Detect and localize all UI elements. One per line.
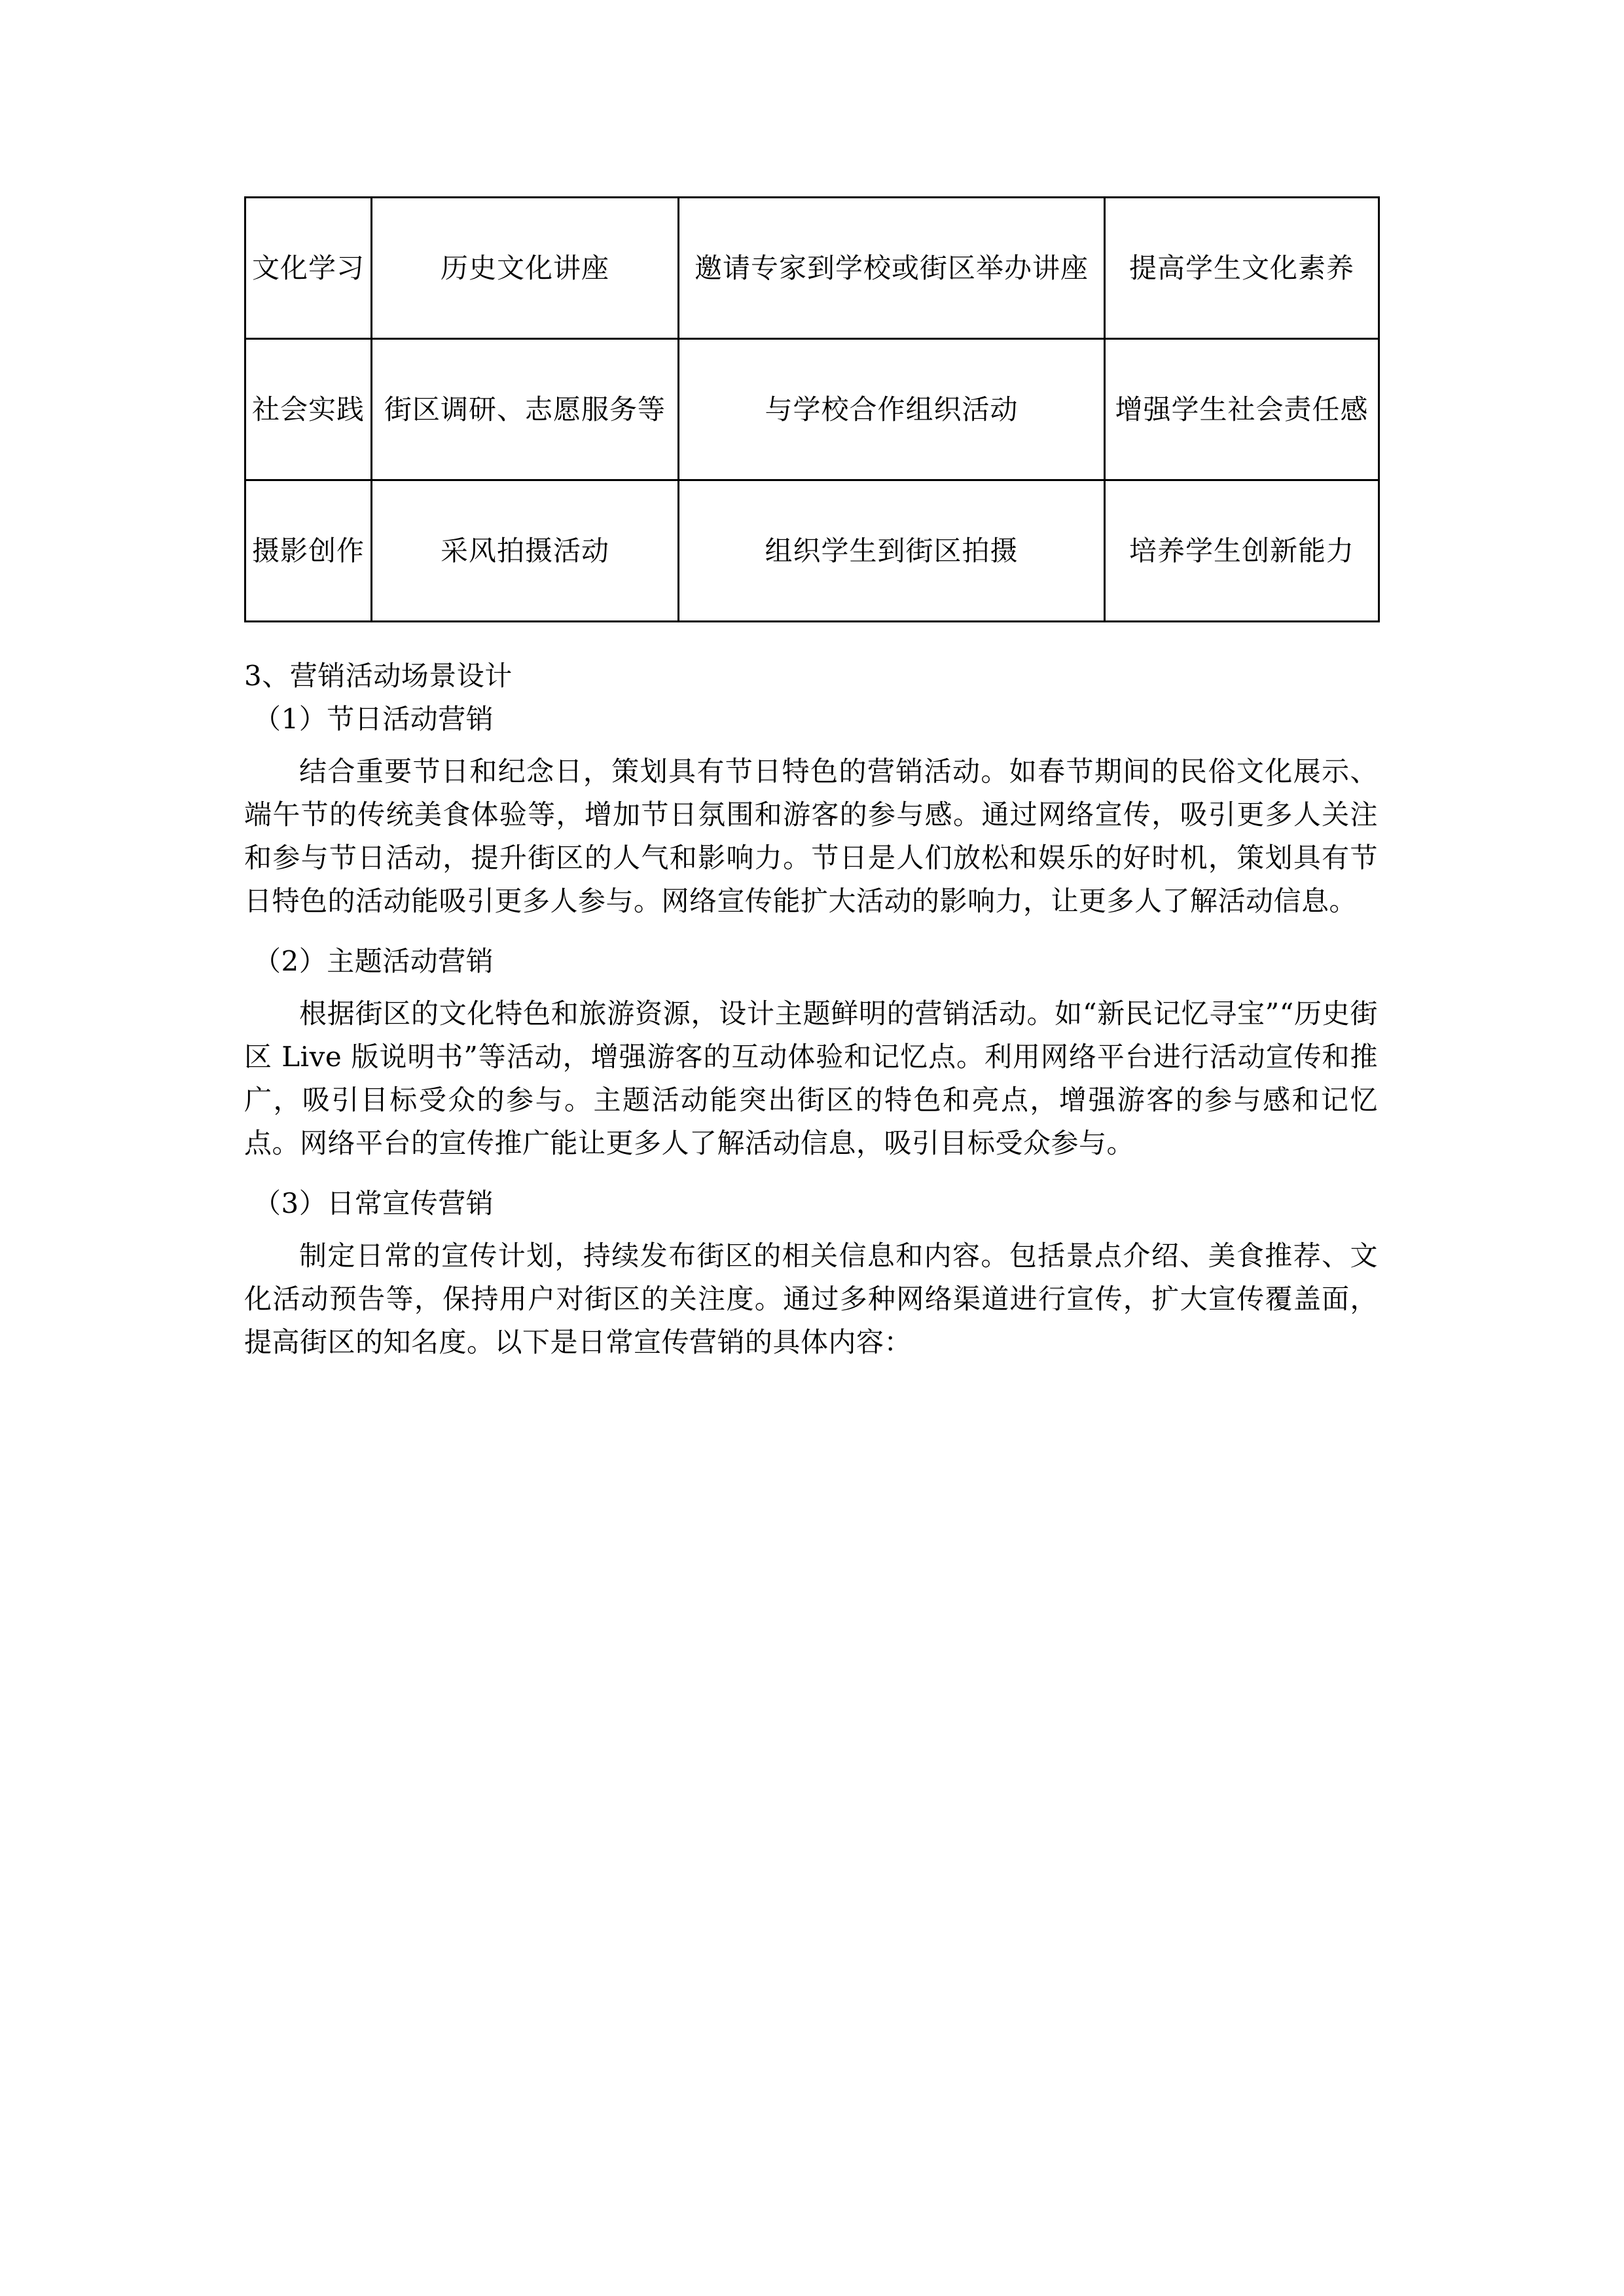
subsection-heading-2: （2）主题活动营销	[253, 945, 494, 977]
paragraph-1: 结合重要节日和纪念日，策划具有节日特色的营销活动。如春节期间的民俗文化展示、端午节的传统美食体验等，增加节日氛围和游客的参与感。通过网络宣传，吸引更多人关注和参与节日活动，提升街区的人气和影响力。节日是人们放松和娱乐的好时机，策划具有节日特色的活动能吸引更多人参与。网络宣传能扩大活动的影响力，让更多人了解活动信息。	[244, 755, 1378, 917]
paragraph-gap	[244, 983, 1378, 992]
table-cell-activity	[372, 198, 679, 339]
subsection-heading-1: （1）节日活动营销	[253, 703, 494, 735]
paragraph-2: 根据街区的文化特色和旅游资源，设计主题鲜明的营销活动。如“新民记忆寻宝”“历史街区 Live 版说明书”等活动，增强游客的互动体验和记忆点。利用网络平台进行活动宣传和推广，吸引目标受众的参与。主题活动能突出街区的特色和亮点，增强游客的参与感和记忆点。网络平台的宣传推广能让更多人了解活动信息，吸引目标受众参与。	[244, 997, 1378, 1159]
table-cell-method	[679, 480, 1105, 622]
table-cell-text: 历史文化讲座	[440, 251, 609, 284]
table-cell-text: 文化学习	[251, 251, 365, 284]
table-row	[245, 198, 1379, 339]
table-cell-text: 邀请专家到学校或街区举办讲座	[694, 251, 1089, 284]
table-cell-text: 与学校合作组织活动	[765, 393, 1019, 425]
table-cell-activity	[372, 480, 679, 622]
table-row	[245, 480, 1379, 622]
table-cell-category	[245, 480, 372, 622]
table-cell-method	[679, 198, 1105, 339]
table-cell-category	[245, 339, 372, 480]
paragraph-gap	[244, 1165, 1378, 1182]
table-cell-text: 培养学生创新能力	[1128, 534, 1354, 567]
table-cell-category	[245, 198, 372, 339]
paragraph-gap	[244, 741, 1378, 750]
table-cell-text: 街区调研、志愿服务等	[384, 393, 666, 425]
table-cell-goal	[1105, 339, 1379, 480]
table-row	[245, 339, 1379, 480]
table-cell-text: 组织学生到街区拍摄	[765, 534, 1019, 567]
table-cell-text: 采风拍摄活动	[440, 534, 609, 567]
table-cell-goal	[1105, 198, 1379, 339]
activity-table	[244, 196, 1380, 622]
paragraph-3: 制定日常的宣传计划，持续发布街区的相关信息和内容。包括景点介绍、美食推荐、文化活动预告等，保持用户对街区的关注度。通过多种网络渠道进行宣传，扩大宣传覆盖面，提高街区的知名度。以下是日常宣传营销的具体内容：	[244, 1240, 1378, 1358]
table-cell-text: 摄影创作	[251, 534, 365, 567]
table-cell-text: 增强学生社会责任感	[1115, 393, 1369, 425]
section-heading: 3、营销活动场景设计	[244, 660, 513, 692]
table-cell-text: 提高学生文化素养	[1128, 251, 1354, 284]
paragraph-gap	[244, 923, 1378, 940]
table-cell-method	[679, 339, 1105, 480]
body-text-block	[244, 655, 1378, 1364]
table-cell-text: 社会实践	[251, 393, 365, 425]
table-cell-activity	[372, 339, 679, 480]
subsection-heading-3: （3）日常宣传营销	[253, 1187, 494, 1219]
paragraph-gap	[244, 1225, 1378, 1234]
table-cell-goal	[1105, 480, 1379, 622]
